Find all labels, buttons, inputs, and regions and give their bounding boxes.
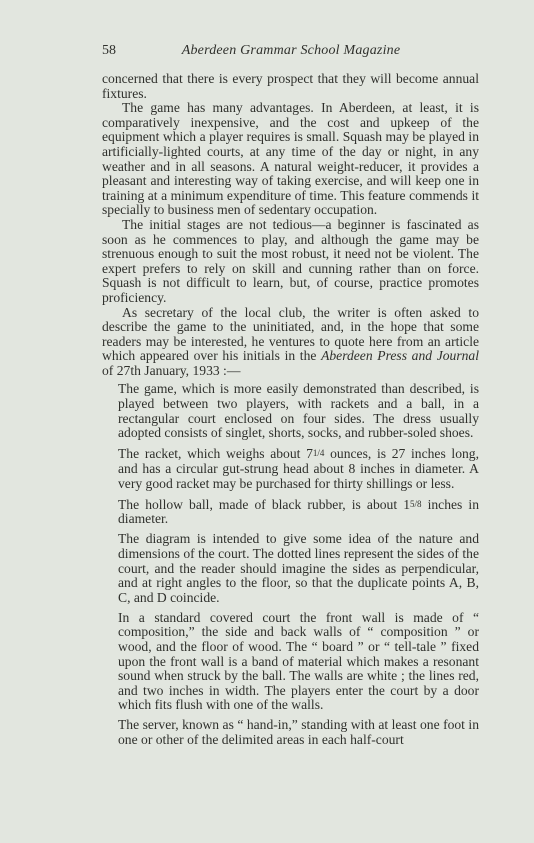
quote-text: ounces, is 27 inches long, and has a circular gut-strung head about 8 inches in diameter. A very good racket may be purchased for thirty shillings or less. (118, 446, 479, 491)
paragraph (102, 306, 479, 379)
paragraph: concerned that there is every prospect that they will become annual fixtures. (102, 71, 479, 101)
quote-paragraph: The diagram is intended to give some idea of the nature and dimensions of the court. The dotted lines represent the sides of the court, and the reader should imagine the sides as perpendicular, and at right angles to the floor, so that the duplicate points A, B, C, and D coincide. (118, 531, 479, 605)
quote-text: The hollow ball, made of black rubber, is about 1 (118, 496, 411, 512)
quote-text: The racket, which weighs about 7 (118, 446, 313, 462)
quote-paragraph (118, 497, 479, 527)
running-title: Aberdeen Grammar School Magazine (181, 43, 401, 58)
paragraph-text: of 27th January, 1933 :— (102, 362, 241, 378)
quote-paragraph: In a standard covered court the front wall is made of “ composition,” the side and back walls of “ composition ” or wood, and the floor of wood. The “ board ” or “ tell-tale ” fixed upon the front wall is a band of material which makes a resonant sound when struck by the ball. The walls are white ; the lines red, and two inches in width. The players enter the court by a door which fits flush with one of the walls. (118, 609, 479, 713)
page-number: 58 (102, 43, 116, 58)
quoted-article (118, 382, 479, 747)
paragraph-text: As secretary of the local club, the writer is often asked to describe the game to the uninitiated, and, in the hope that some readers may be interested, he ventures to quote here from an article which appeared over his initials in the (102, 304, 479, 364)
paragraph: The game has many advantages. In Aberdeen, at least, it is comparatively inexpensive, and the cost and upkeep of the equipment which a player requires is small. Squash may be played in artificially-lighted courts, at any time of the day or night, in any weather and in all seasons. A natural weight-reducer, it provides a pleasant and interesting way of taking exercise, and will keep one in training at a minimum expenditure of time. This feature commends it specially to business men of sedentary occupation. (102, 100, 479, 218)
page-header (102, 43, 480, 63)
fraction: 1/4 (312, 448, 325, 459)
newspaper-title: Aberdeen Press and Journal (321, 348, 479, 364)
quote-paragraph: The game, which is more easily demonstrated than described, is played between two players, with rackets and a ball, in a rectangular court enclosed on four sides. The dress usually adopted consists of singlet, shorts, socks, and rubber-soled shoes. (118, 381, 479, 441)
quote-text: inches in diameter. (118, 496, 479, 527)
fraction: 5/8 (410, 498, 422, 509)
quote-paragraph: The server, known as “ hand-in,” standing with at least one foot in one or other of the delimited areas in each half-court (118, 717, 479, 748)
article-body (102, 72, 479, 753)
quote-paragraph (118, 446, 479, 491)
paragraph: The initial stages are not tedious—a beginner is fascinated as soon as he commences to play, and although the game may be strenuous enough to suit the most robust, it need not be violent. The expert prefers to rely on skill and cunning rather than on force. Squash is not difficult to learn, but, of course, practice promotes proficiency. (102, 216, 479, 305)
